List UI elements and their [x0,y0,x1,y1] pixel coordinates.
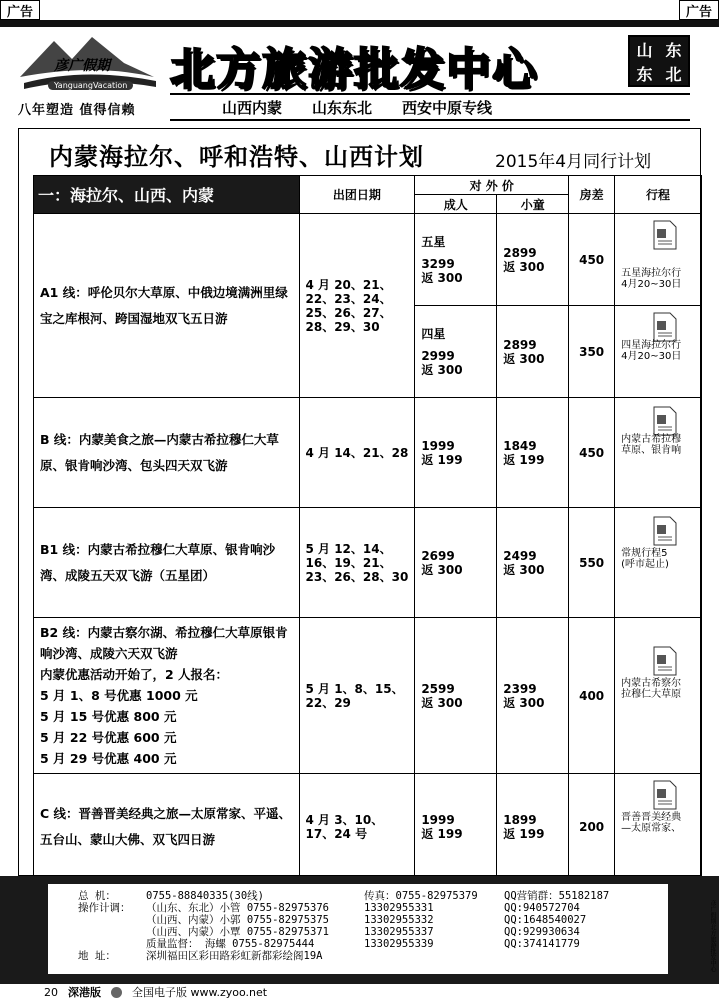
itinerary-doc[interactable] [615,618,702,774]
contact-label [78,914,146,926]
room-diff: 550 [569,508,615,618]
document-icon [653,780,677,810]
slogan: 八年塑造 值得信赖 [18,103,136,118]
badge-char: 东 [665,40,682,60]
itinerary-header: 行程 [615,176,702,214]
contact-value: （山东、东北）小管 0755-82975376 [146,902,330,914]
room-header: 房差 [569,176,615,214]
ad-label-right: 广告 [679,0,719,20]
contact-label [78,938,146,950]
itinerary-doc[interactable] [615,306,702,398]
itinerary-caption: 五星海拉尔行 4月20~30日 [621,268,682,290]
promo-line: 5 月 1、8 号优惠 1000 元 [40,688,198,703]
room-diff: 450 [569,214,615,306]
room-diff: 200 [569,774,615,880]
route-desc: B 线：内蒙美食之旅—内蒙古希拉穆仁大草原、银肯响沙湾、包头四天双飞游 [34,398,300,508]
contact-qq: QQ:940572704 [504,902,580,914]
adult-value: 3299 返 300 [421,256,463,285]
depart-dates: 4 月 14、21、28 [299,398,415,508]
itinerary-caption: 内蒙古希察尔 拉穆仁大草原 [621,678,682,700]
star-label: 五星 [421,234,446,249]
contact-row [78,938,638,950]
document-icon [653,220,677,250]
itinerary-doc[interactable] [615,774,702,880]
promo-line: 5 月 22 号优惠 600 元 [40,730,177,745]
itinerary-doc[interactable] [615,398,702,508]
itinerary-doc[interactable] [615,508,702,618]
table-row [34,508,702,618]
contact-row [78,926,638,938]
page-number: 20 [44,985,58,999]
table-row [34,618,702,774]
route-item: 山西内蒙 [222,98,283,117]
contact-fax: 传真：0755-82975379 [364,890,478,902]
region-badge [628,35,690,87]
itinerary-caption: 常规行程5 (呼市起止) [621,548,669,570]
itinerary-caption: 四星海拉尔行 4月20~30日 [621,340,682,362]
contact-address: 深圳福田区彩田路彩虹新都彩绘阁19A [146,950,323,962]
side-note: 彦广假期北方旅游批发中心 [709,900,716,972]
child-price: 2399 返 300 [497,618,569,774]
route-item: 西安中原专线 [402,98,493,117]
contact-row [78,950,638,962]
route-desc-text: B2 线：内蒙古察尔湖、希拉穆仁大草原银肯响沙湾、成陵六天双飞游 [40,625,288,661]
contact-qq: QQ:929930634 [504,926,580,938]
promo-line: 5 月 15 号优惠 800 元 [40,709,177,724]
logo [14,33,160,95]
itinerary-caption: 晋善晋美经典 —太原常家、 [621,812,682,834]
header [0,27,719,122]
depart-dates: 5 月 1、8、15、22、29 [299,618,415,774]
plan-section [18,128,701,876]
contact-value: 质量监督： 海螺 0755-82975444 [146,938,315,950]
route-desc [34,618,300,774]
adult-price [415,306,497,398]
room-diff: 400 [569,618,615,774]
logo-brand: 彦广假期 [54,58,110,74]
contact-value: 0755-88840335(30线) [146,890,264,902]
adult-price: 1999 返 199 [415,774,497,880]
child-price: 1899 返 199 [497,774,569,880]
itinerary-caption: 内蒙古希拉穆 草原、银肯响 [621,434,682,456]
badge-char: 山 [636,40,653,60]
depart-dates: 5 月 12、14、16、19、21、23、26、28、30 [299,508,415,618]
category-header: 一：海拉尔、山西、内蒙 [34,176,300,214]
child-header: 小童 [497,195,569,214]
contact-mobile: 13302955339 [364,938,434,950]
date-header: 出团日期 [299,176,415,214]
contact-qq: QQ:374141779 [504,938,580,950]
document-icon [653,516,677,546]
depart-dates: 4 月 20、21、22、23、24、25、26、27、28、29、30 [299,214,415,398]
edition-label: 深港版 [68,986,101,999]
table-row [34,774,702,880]
adult-header: 成人 [415,195,497,214]
plan-date: 2015年4月同行计划 [495,152,652,172]
route-desc: A1 线：呼伦贝尔大草原、中俄边境满洲里绿宝之库根河、跨国湿地双飞五日游 [34,214,300,398]
depart-dates: 4 月 3、10、17、24 号 [299,774,415,880]
room-diff: 350 [569,306,615,398]
contact-label: 地 址： [78,950,116,962]
contact-label [78,926,146,938]
adult-price: 2699 返 300 [415,508,497,618]
document-icon [653,312,677,342]
child-price: 2899 返 300 [497,214,569,306]
child-price: 1849 返 199 [497,398,569,508]
table-row [34,214,702,306]
contact-qq: QQ:1648540027 [504,914,587,926]
child-price: 2899 返 300 [497,306,569,398]
child-price: 2499 返 300 [497,508,569,618]
adult-price: 1999 返 199 [415,398,497,508]
route-item: 山东东北 [312,98,373,117]
star-label: 四星 [421,326,446,341]
room-diff: 450 [569,398,615,508]
route-list [170,93,690,121]
logo-sub: YanguangVacation [48,81,133,90]
route-desc: B1 线：内蒙古希拉穆仁大草原、银肯响沙湾、成陵五天双飞游（五星团） [34,508,300,618]
route-desc: C 线：晋善晋美经典之旅—太原常家、平遥、五台山、蒙山大佛、双飞四日游 [34,774,300,880]
contact-row [78,914,638,926]
promo-line: 5 月 29 号优惠 400 元 [40,751,177,766]
badge-char: 北 [665,64,682,84]
contact-value: （山西、内蒙）小覃 0755-82975371 [146,926,330,938]
site-label[interactable]: 全国电子版 www.zyoo.net [132,986,268,999]
price-table [33,175,702,880]
plan-title: 内蒙海拉尔、呼和浩特、山西计划 [49,143,424,171]
promo-line: 内蒙优惠活动开始了，2 人报名： [40,667,229,682]
adult-price [415,214,497,306]
contact-mobile: 13302955331 [364,902,434,914]
contact-box [48,884,668,974]
table-row [34,398,702,508]
price-header: 对 外 价 [415,176,569,195]
page-footer [0,984,719,1000]
contact-mobile: 13302955337 [364,926,434,938]
contact-qq: QQ营销群：55182187 [504,890,610,902]
contact-label: 操作计调： [78,902,131,914]
adult-price: 2599 返 300 [415,618,497,774]
contact-mobile: 13302955332 [364,914,434,926]
ad-label-left: 广告 [0,0,40,20]
contact-row [78,890,638,902]
page-title: 北方旅游批发中心 [170,44,538,95]
document-icon [653,406,677,436]
document-icon [653,646,677,676]
globe-icon [111,987,122,998]
contact-value: （山西、内蒙）小郭 0755-82975375 [146,914,330,926]
badge-char: 东 [636,64,653,84]
top-strip [0,20,719,27]
adult-value: 2999 返 300 [421,348,463,377]
contact-row [78,902,638,914]
itinerary-doc[interactable] [615,214,702,306]
contact-label: 总 机： [78,890,116,902]
